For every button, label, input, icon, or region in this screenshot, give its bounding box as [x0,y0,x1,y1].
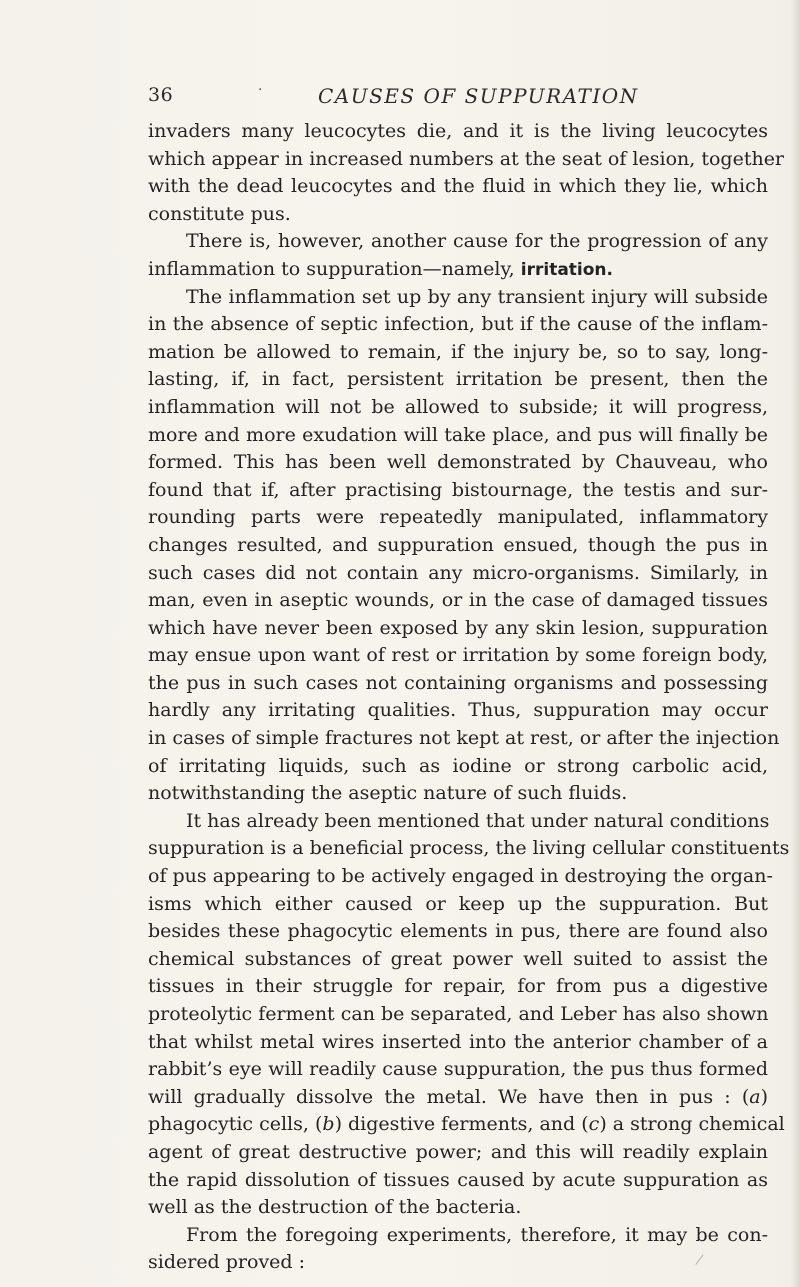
text-line: rabbit’s eye will readily cause suppuration, the pus thus formed [148,1058,768,1081]
text-line: lasting, if, in fact, persistent irritation be present, then the [148,368,768,391]
text-line: inflammation will not be allowed to subside; it will progress, [148,395,768,418]
text-segment: will gradually dissolve the metal. We have then in pus : [148,1085,731,1108]
enum-close: ) [760,1085,768,1108]
text-line: constitute pus. [148,202,291,225]
text-segment: phagocytic cells, ( [148,1113,323,1136]
text-line: more and more exudation will take place, and pus will finally be [148,423,768,446]
text-line: in cases of simple fractures not kept at rest, or after the injection [148,727,780,750]
text-line [148,1084,768,1112]
text-line: There is, however, another cause for the progression of any [186,230,768,253]
text-line: chemical substances of great power well suited to assist the [148,947,768,970]
text-line: isms which either caused or keep up the suppuration. But [148,892,768,915]
text-line: the rapid dissolution of tissues caused by acute suppuration as [148,1168,768,1191]
text-line: sidered proved : [148,1251,306,1274]
text-line: changes resulted, and suppuration ensued, though the pus in [148,533,768,556]
text-line: The inflammation set up by any transient injury will subside [186,285,768,308]
page-number: 36 [148,84,174,106]
text-segment: inflammation to suppuration—namely, [148,257,515,280]
text-line: suppuration is a beneficial process, the living cellular constituents [148,837,790,860]
running-head [148,84,768,114]
text-line: of pus appearing to be actively engaged in destroying the organ- [148,865,773,888]
page-edge-shadow [790,0,800,1287]
enum-open: ( [741,1085,750,1108]
text-line: of irritating liquids, such as iodine or strong carbolic acid, [148,754,768,777]
text-line: hardly any irritating qualities. Thus, suppuration may occur [148,699,768,722]
stray-pencil-mark: / [694,1251,705,1269]
text-line [148,1111,785,1139]
text-line: rounding parts were repeatedly manipulated, inflammatory [148,506,768,529]
text-line: with the dead leucocytes and the fluid in which they lie, which [148,175,768,198]
enum-letter-c: c [588,1113,600,1136]
text-line: mation be allowed to remain, if the injury be, so to say, long- [148,340,768,363]
text-line: that whilst metal wires inserted into the anterior chamber of a [148,1030,768,1053]
text-line: may ensue upon want of rest or irritation by some foreign body, [148,644,768,667]
text-line: in the absence of septic infection, but if the cause of the inflam- [148,313,768,336]
text-line: formed. This has been well demonstrated by Chauveau, who [148,451,768,474]
text-line: which have never been exposed by any skin lesion, suppuration [148,616,768,639]
text-line: the pus in such cases not containing organisms and possessing [148,671,768,694]
text-line: well as the destruction of the bacteria. [148,1196,522,1219]
text-line: found that if, after practising bistournage, the testis and sur- [148,478,768,501]
text-line: tissues in their struggle for repair, for from pus a digestive [148,975,768,998]
text-line: such cases did not contain any micro-organisms. Similarly, in [148,561,768,584]
text-line: notwithstanding the aseptic nature of such fluids. [148,782,628,805]
text-line [148,256,768,284]
text-line: agent of great destructive power; and this will readily explain [148,1140,768,1163]
header-dot: · [258,82,263,98]
text-line: which appear in increased numbers at the seat of lesion, together [148,147,785,170]
enum-letter-b: b [322,1113,335,1136]
body-text [148,118,790,1277]
chapter-title: CAUSES OF SUPPURATION [318,84,639,108]
emphasized-term: irritation. [520,259,613,280]
text-line: proteolytic ferment can be separated, and Leber has also shown [148,1003,769,1025]
text-line: From the foregoing experiments, therefore, it may be con- [186,1223,768,1246]
enum-letter-a: a [749,1085,761,1108]
text-line: invaders many leucocytes die, and it is the living leucocytes [148,120,768,142]
text-line: It has already been mentioned that under natural conditions [186,809,770,832]
text-segment: ) a strong chemical [599,1113,785,1136]
text-line: man, even in aseptic wounds, or in the case of damaged tissues [148,589,768,612]
text-segment: ) digestive ferments, and ( [334,1113,589,1136]
text-line: besides these phagocytic elements in pus, there are found also [148,920,768,943]
